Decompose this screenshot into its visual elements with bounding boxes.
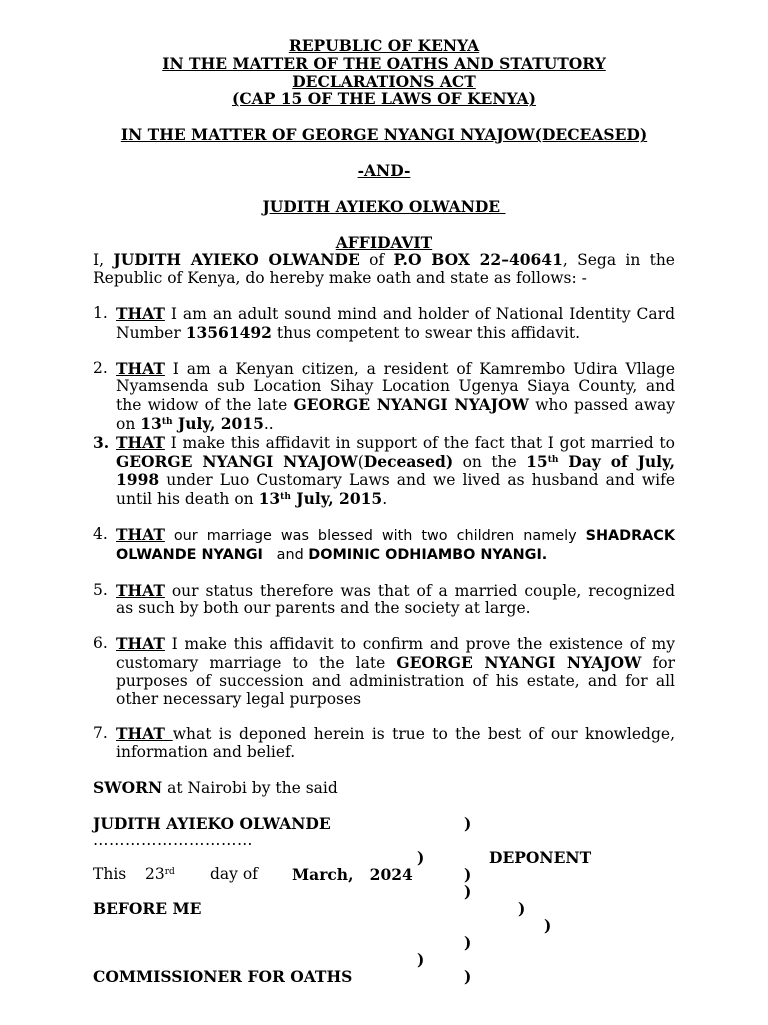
clause-2 bbox=[93, 360, 675, 434]
clause-text: I am a Kenyan citizen, a resident of Kamrembo Udira Vllage Nyamsenda sub Location Sihay Location Ugenya Siaya County, and the widow of the late bbox=[116, 359, 675, 415]
clause-number: 4. bbox=[93, 524, 108, 543]
header-republic: REPUBLIC OF KENYA bbox=[288, 36, 480, 55]
that-keyword: THAT bbox=[116, 358, 165, 378]
clause-text: our status therefore was that of a married couple, recognized as such by both our parents and the society at large. bbox=[116, 581, 675, 618]
sworn-line bbox=[93, 779, 675, 798]
clause-number: 5. bbox=[93, 580, 108, 599]
clause-text: who passed away on bbox=[116, 396, 675, 433]
signature-block bbox=[93, 815, 675, 1025]
bracket: ) bbox=[464, 932, 472, 952]
clause-text: ( bbox=[357, 452, 364, 471]
sworn-word: SWORN bbox=[93, 777, 163, 797]
bracket: ) bbox=[464, 813, 472, 833]
date-rest: Day of July, 1998 bbox=[116, 451, 675, 490]
bracket: ) bbox=[417, 949, 425, 969]
date-suffix: th bbox=[547, 454, 559, 465]
intro-text: I, bbox=[93, 251, 114, 270]
that-keyword: THAT bbox=[116, 303, 165, 323]
sworn-text: at Nairobi by the said bbox=[162, 778, 338, 797]
header-cap: (CAP 15 OF THE LAWS OF KENYA) bbox=[232, 89, 536, 109]
intro-paragraph bbox=[93, 251, 675, 288]
affidavit-document bbox=[93, 37, 675, 1025]
date-day: 23 bbox=[145, 864, 165, 883]
header-oaths-act: IN THE MATTER OF THE OATHS AND STATUTORY bbox=[162, 53, 606, 73]
party-name: JUDITH AYIEKO OLWANDE bbox=[262, 196, 506, 216]
commissioner-label: COMMISSIONER FOR OATHS bbox=[93, 966, 353, 986]
clause-number: 7. bbox=[93, 724, 108, 743]
clause-text: . bbox=[382, 490, 388, 509]
clause-number: 3. bbox=[93, 432, 110, 452]
child-name: SHADRACK OLWANDE NYANGI bbox=[116, 527, 675, 563]
signature-dots: ………………………… bbox=[93, 830, 253, 849]
bracket: ) bbox=[544, 915, 552, 935]
deceased-name: GEORGE NYANGI NYAJOW bbox=[293, 395, 529, 415]
clause-7 bbox=[93, 725, 675, 762]
date-suffix: th bbox=[161, 416, 173, 427]
clause-text: on the bbox=[453, 452, 527, 471]
matter-title: IN THE MATTER OF GEORGE NYANGI NYAJOW(DECEASED) bbox=[120, 125, 648, 145]
clause-number: 1. bbox=[93, 303, 108, 322]
bracket: ) bbox=[464, 881, 472, 901]
clause-text: thus competent to swear this affidavit. bbox=[271, 323, 581, 342]
deponent-name: JUDITH AYIEKO OLWANDE bbox=[113, 250, 360, 270]
clause-1 bbox=[93, 305, 675, 343]
intro-text: , Sega in the Republic of Kenya, do hereby make oath and state as follows: - bbox=[93, 251, 675, 288]
before-me-label: BEFORE ME bbox=[93, 898, 202, 918]
header-declarations: DECLARATIONS ACT bbox=[292, 71, 476, 91]
clause-list bbox=[93, 305, 675, 762]
affidavit-title: AFFIDAVIT bbox=[335, 232, 433, 252]
date-day: 13 bbox=[258, 489, 281, 509]
clause-3 bbox=[93, 434, 675, 509]
id-number: 13561492 bbox=[185, 322, 272, 342]
date-rest: July, 2015 bbox=[172, 413, 264, 433]
bracket: ) bbox=[464, 966, 472, 986]
deponent-label: DEPONENT bbox=[489, 847, 592, 867]
date-month-year: March, 2024 bbox=[292, 864, 413, 884]
bracket: ) bbox=[518, 898, 526, 918]
deceased-name: GEORGE NYANGI NYAJOW bbox=[396, 652, 642, 672]
date-rest: July, 2015 bbox=[290, 489, 383, 509]
intro-text: of bbox=[359, 251, 394, 270]
date-suffix: th bbox=[280, 492, 291, 503]
deceased-name: GEORGE NYANGI NYAJOW bbox=[116, 451, 358, 471]
that-keyword: THAT bbox=[116, 724, 173, 744]
that-keyword: THAT bbox=[116, 432, 165, 452]
clause-4 bbox=[93, 526, 675, 565]
bracket: ) bbox=[417, 847, 425, 867]
clause-6 bbox=[93, 635, 675, 708]
clause-text: I make this affidavit in support of the fact that I got married to bbox=[164, 433, 675, 452]
date-day: 15 bbox=[526, 451, 548, 471]
clause-text: what is deponed herein is true to the best of our knowledge, information and belief. bbox=[116, 725, 676, 762]
date-day-of: day of bbox=[210, 864, 258, 883]
clause-text: our marriage was blessed with two children namely bbox=[164, 527, 586, 544]
clause-text: .. bbox=[263, 414, 274, 433]
and-separator: -AND- bbox=[357, 160, 411, 180]
clause-text: under Luo Customary Laws and we lived as husband and wife until his death on bbox=[116, 471, 675, 509]
clause-5 bbox=[93, 582, 675, 619]
signatory-name: JUDITH AYIEKO OLWANDE bbox=[93, 813, 331, 833]
clause-number: 2. bbox=[93, 358, 108, 377]
date-day: 13 bbox=[140, 413, 162, 433]
that-keyword: THAT bbox=[116, 580, 165, 600]
clause-text: I make this affidavit to confirm and prove the existence of my customary marriage to the late bbox=[116, 635, 675, 672]
clause-text: for purposes of succession and administration of his estate, and for all other necessary legal purposes bbox=[116, 653, 676, 708]
deceased-label: Deceased) bbox=[363, 451, 454, 471]
child-name: DOMINIC ODHIAMBO NYANGI. bbox=[308, 546, 548, 563]
date-this: This bbox=[93, 864, 127, 883]
clause-text: I am an adult sound mind and holder of National Identity Card Number bbox=[116, 304, 675, 342]
clause-text: and bbox=[262, 546, 309, 563]
that-keyword: THAT bbox=[116, 634, 165, 654]
deponent-address: P.O BOX 22–40641 bbox=[393, 250, 563, 270]
date-suffix: rd bbox=[164, 866, 175, 877]
that-keyword: THAT bbox=[116, 524, 165, 544]
bracket: ) bbox=[464, 864, 472, 884]
clause-number: 6. bbox=[93, 634, 108, 653]
